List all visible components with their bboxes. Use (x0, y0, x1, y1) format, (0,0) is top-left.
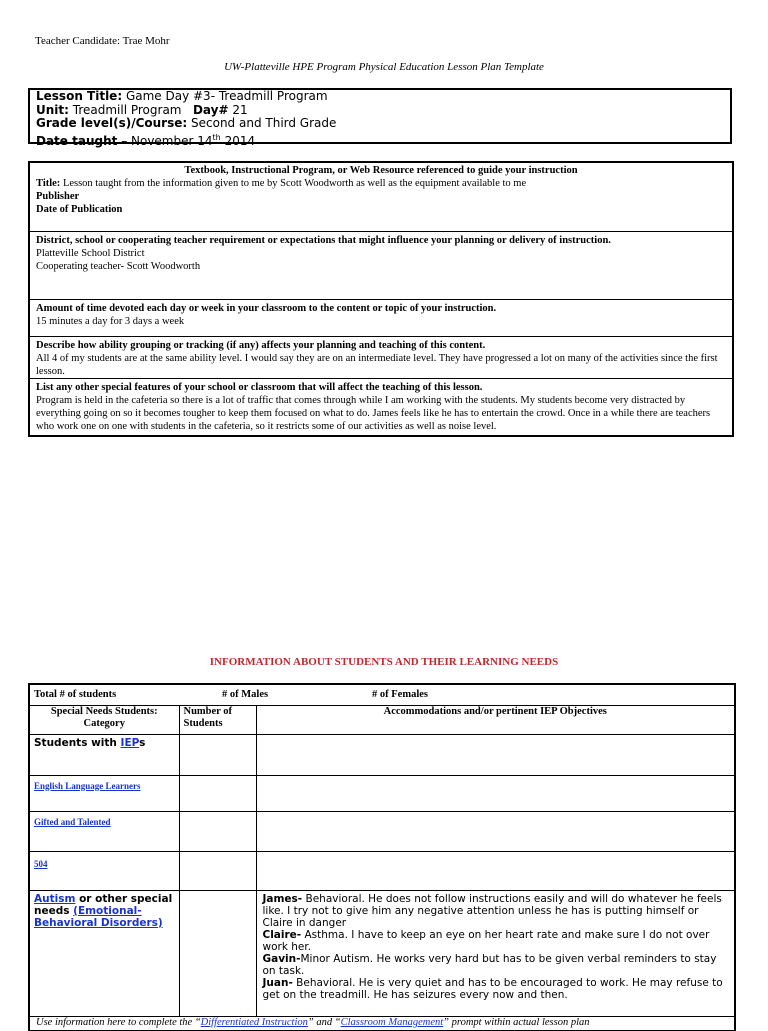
totals-row: Total # of students # of Males # of Females (29, 684, 735, 705)
ell-link[interactable]: English Language Learners (34, 780, 141, 791)
number-header: Number of Students (179, 705, 256, 734)
autism-category: Autism or other special needs (Emotional-Behavioral Disorders) (29, 890, 179, 1016)
student-notes (256, 890, 735, 1016)
autism-link[interactable]: Autism (34, 892, 76, 905)
template-title: UW-Platteville HPE Program Physical Education Lesson Plan Template (224, 61, 544, 73)
iep-category: Students with IEPs (29, 734, 179, 775)
gifted-link[interactable]: Gifted and Talented (34, 816, 111, 827)
student-note: Claire- Asthma. I have to keep an eye on her heart rate and make sure I do not over work her. (262, 928, 710, 953)
students-heading: INFORMATION ABOUT STUDENTS AND THEIR LEARNING NEEDS (209, 656, 559, 668)
teacher-candidate: Teacher Candidate: Trae Mohr (35, 35, 170, 47)
ability-section: Describe how ability grouping or tracking (if any) affects your planning and teaching of this content. All 4 of my students are at the same ability level. I would say they are on an intermediate level. They have progressed a lot on many of the activities since the first lesson. (30, 337, 732, 379)
section-504-link[interactable]: 504 (34, 858, 48, 869)
classroom-management-link[interactable]: Classroom Management (340, 1016, 444, 1028)
resource-section: Textbook, Instructional Program, or Web Resource referenced to guide your instruction Title: Lesson taught from the information given to me by Scott Woodworth as well as the equipment available to me Publisher Date of Publication (30, 163, 732, 232)
student-note: Gavin-Minor Autism. He works very hard but has to be given verbal reminders to stay on task. (262, 952, 717, 977)
unit-row: Unit: Treadmill Program Day# 21 (36, 102, 248, 117)
ebd-link[interactable]: (Emotional-Behavioral Disorders) (34, 904, 163, 929)
time-section: Amount of time devoted each day or week in your classroom to the content or topic of your instruction. 15 minutes a day for 3 days a week (30, 300, 732, 337)
iep-link[interactable]: IEP (120, 736, 140, 749)
category-header: Special Needs Students: Category (29, 705, 179, 734)
accommodations-header: Accommodations and/or pertinent IEP Objectives (256, 705, 735, 734)
district-section: District, school or cooperating teacher requirement or expectations that might influence your planning or delivery of instruction. Platteville School District Cooperating teacher- Scott Woodworth (30, 232, 732, 300)
differentiated-instruction-link[interactable]: Differentiated Instruction (200, 1016, 308, 1028)
date-row: Date taught – November 14th 2014 (36, 132, 256, 148)
lesson-title-row: Lesson Title: Game Day #3- Treadmill Program (36, 89, 328, 103)
lesson-info-box (28, 88, 732, 148)
grade-row: Grade level(s)/Course: Second and Third Grade (36, 116, 337, 130)
student-needs-table (28, 683, 736, 1031)
student-note: Juan- Behavioral. He is very quiet and has to be encouraged to work. He may refuse to get on the treadmill. He has seizures every now and then. (262, 976, 723, 1001)
resources-table (28, 161, 734, 437)
student-note: James- Behavioral. He does not follow instructions easily and will do whatever he feels like. I try not to give him any negative attention unless he has is putting himself or Claire in danger (262, 892, 722, 929)
footer-note: Use information here to complete the “Differentiated Instruction” and “Classroom Management” prompt within actual lesson plan (29, 1016, 735, 1030)
features-section: List any other special features of your school or classroom that will affect the teaching of this lesson. Program is held in the cafeteria so there is a lot of traffic that comes through while I am working with the students. My students become very distracted by everything going on so it becomes tougher to keep them focused on what to do. James feels like he has to entertain the crowd. Once in a while there are teachers who work one on one with students in the cafeteria, so it restricts some of our activities as well as noise level. (36, 382, 711, 432)
